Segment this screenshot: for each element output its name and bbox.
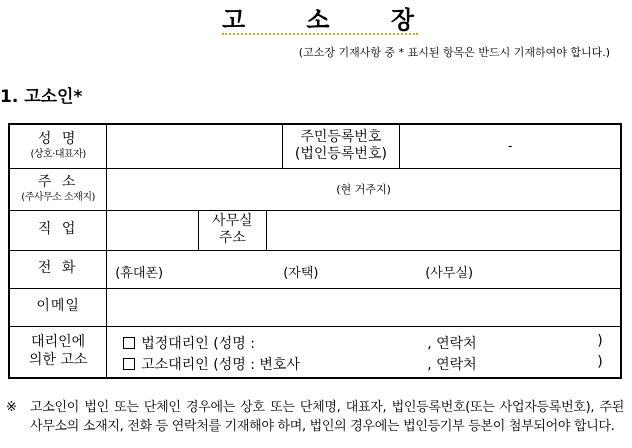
- legal-agent-checkbox[interactable]: [123, 337, 135, 349]
- agent-label: 대리인에: [31, 334, 86, 351]
- rrn-input[interactable]: [400, 124, 621, 168]
- email-label: 이메일: [36, 298, 80, 315]
- title-underline: [222, 33, 418, 35]
- phone-input[interactable]: [107, 250, 621, 288]
- address-label: 주 소: [37, 174, 79, 190]
- lawyer-agent-checkbox[interactable]: [123, 358, 135, 370]
- phone-home-label: (자택): [283, 265, 319, 281]
- lawyer-agent-row: [107, 352, 620, 373]
- phone-office-label: (사무실): [425, 265, 474, 281]
- note-text: 고소인이 법인 또는 단체인 경우에는 상호 또는 단체명, 대표자, 법인등록번호(또는 사업자등록번호), 주된 사무소의 소재지, 전화 등 연락처를 기재해야 하며, 법인의 경우에는 법인등기부 등본이 첨부되어야 합니다.: [30, 400, 624, 434]
- rrn-sub-label: (법인등록번호): [294, 146, 387, 163]
- lawyer-agent-option: [123, 354, 300, 374]
- office-address-input[interactable]: [266, 210, 621, 250]
- address-label-cell: [9, 168, 107, 210]
- legal-agent-contact-label: , 연락처: [427, 335, 477, 352]
- legal-agent-label: 법정대리인 (성명 :: [141, 335, 255, 352]
- email-label-cell: [9, 288, 107, 326]
- title-char-2: 소: [306, 5, 330, 34]
- job-label: 직 업: [37, 221, 79, 238]
- name-sub-label: (상호·대표자): [30, 148, 86, 160]
- phone-mobile-label: (휴대폰): [115, 265, 164, 281]
- rrn-label-cell: [282, 124, 400, 168]
- section-heading: 1. 고소인*: [0, 87, 83, 107]
- office-address-label: 사무실: [211, 212, 253, 229]
- name-input[interactable]: [107, 124, 282, 168]
- legal-agent-close-paren: ): [597, 332, 603, 349]
- rrn-dash: -: [507, 138, 513, 154]
- title-char-3: 장: [390, 5, 414, 34]
- document-title: [222, 2, 414, 32]
- agent-sub-label: 의한 고소: [28, 351, 88, 368]
- job-input[interactable]: [107, 210, 199, 250]
- phone-label-cell: [9, 250, 107, 288]
- address-input[interactable]: [107, 168, 621, 210]
- instruction-text: (고소장 기재사항 중 * 표시된 항목은 반드시 기재하여야 합니다.): [298, 46, 610, 59]
- lawyer-agent-contact-label: , 연락처: [427, 356, 477, 373]
- lawyer-agent-label: 고소대리인 (성명 : 변호사: [141, 356, 300, 373]
- agent-label-cell: [9, 326, 107, 378]
- legal-agent-row: [107, 331, 620, 352]
- address-hint: (현 거주지): [336, 183, 391, 196]
- office-address-sub-label: 주소: [218, 230, 246, 246]
- lawyer-agent-close-paren: ): [597, 353, 603, 370]
- job-label-cell: [9, 210, 107, 250]
- email-input[interactable]: [107, 288, 621, 326]
- legal-agent-option: [123, 333, 255, 353]
- note-mark: ※: [6, 400, 17, 415]
- name-label-cell: [9, 124, 107, 168]
- complainant-form-table: [8, 123, 622, 379]
- address-sub-label: (주사무소 소재지): [21, 191, 95, 203]
- phone-label: 전 화: [37, 260, 79, 277]
- title-area: [0, 0, 632, 40]
- footnote: [6, 398, 624, 436]
- office-address-label-cell: [198, 210, 266, 250]
- rrn-label: 주민등록번호: [300, 128, 382, 145]
- name-label: 성 명: [37, 131, 79, 148]
- agent-options: [107, 326, 621, 378]
- title-char-1: 고: [222, 5, 246, 34]
